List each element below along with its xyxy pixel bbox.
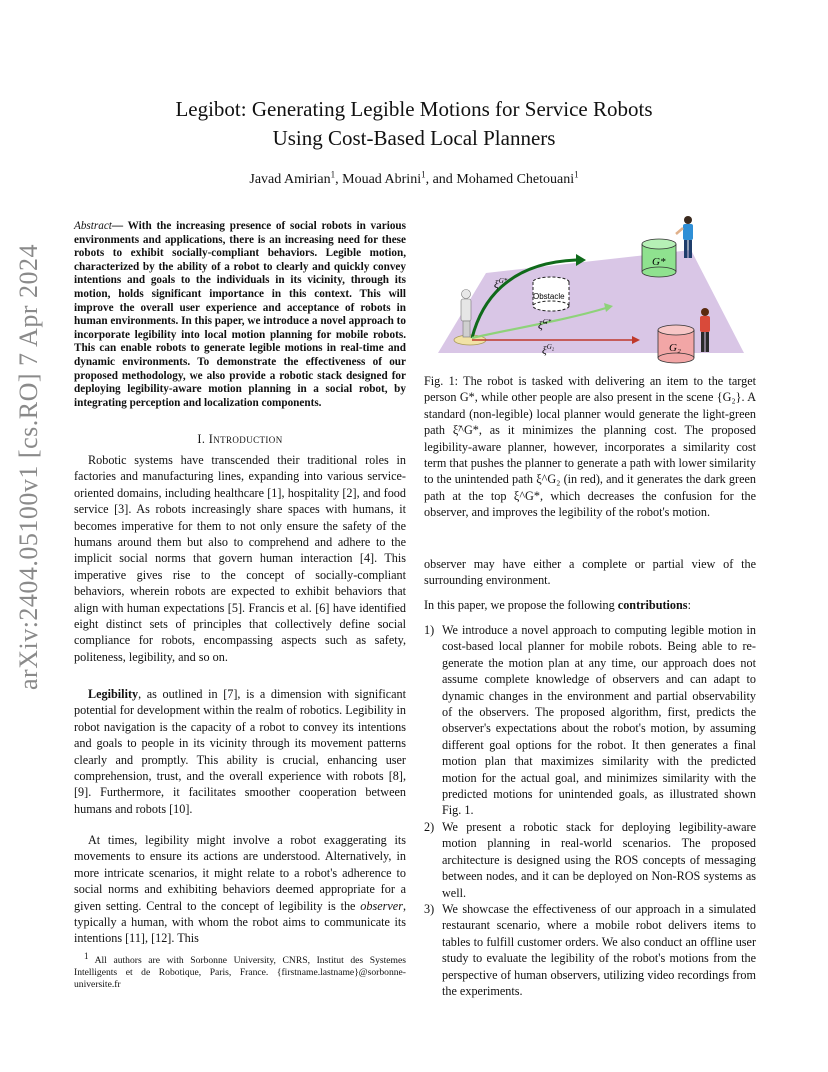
list-item-text: We showcase the effectiveness of our approach in a simulated restaurant scenario, where a mobile robot delivers items to tables to fulfill customer orders. We also conduct an offline user study to evaluate the legibility of the robot's motions from the perspective of human observers, utilizing video recordings from the experiments.	[442, 901, 756, 998]
paragraph-text: observer may have either a complete or partial view of the surrounding environment.	[424, 557, 756, 588]
path-mid-label: ξ̃$^{G*}$	[538, 318, 552, 332]
list-item	[424, 622, 756, 819]
author-affiliation: 1	[574, 169, 579, 180]
legibility-term: Legibility	[88, 687, 139, 701]
author-name: Mohamed Chetouani	[456, 172, 575, 187]
list-item-text: We introduce a novel approach to computing legible motion in cost-based local planner for mobile robots. Being able to re-generate the motion plan at any time, our approach does not assume complete knowledge of observers and can adapt to dynamic changes in the environment and partial observability of the observers. The proposed algorithm, first, predicts the observer's expectations about the robot's motion, by assuming different goal options for the robot. It then generates a final motion plan that maximizes similarity with the predicted motion for the actual goal, and minimizes similarity with the predicted motions for unintended goals, as illustrated shown Fig. 1.	[442, 623, 756, 818]
contributions-term: contributions	[617, 598, 688, 612]
intro-paragraph-2	[74, 686, 406, 817]
obstacle	[533, 277, 569, 311]
figure-1-illustration	[426, 208, 756, 370]
author-separator: ,	[335, 172, 343, 187]
paragraph-text: , as outlined in [7], is a dimension with significant potential for development within the realm of robotics. Legibility in robot navigation is the capacity of a robot to convey its intentions and goals to people in its vicinity through its movement patterns clearly and promptly. This ability is crucial, enhancing user comprehension, trust, and the overall experience with robots [8], [9]. Furthermore, it facilitates smoother cooperation between humans and robots [10].	[74, 687, 406, 816]
affiliation-footnote	[74, 950, 406, 991]
paragraph-text: , typically a human, with whom the robot aims to communicate its intentions [11], [12]. This	[74, 898, 406, 946]
observer-term: observer	[360, 898, 403, 913]
paragraph-text: Robotic systems have transcended their traditional roles in factories and manufacturing lines, expanding into various service-oriented domains, including healthcare [1], hospitality [2], and food service [3]. As robots increasingly share spaces with humans, it becomes imperative for them to not only ensure the safety of the humans around them but also to comprehend and adhere to the implicit social norms that govern human interaction [4]. This imperative gives rise to the concept of socially-compliant behaviors, wherein robots are expected to exhibit behaviors that align with human expectations [5]. Francis et al. [6] have identified eight distinct sets of principles that collectively define social compliance for robots, encompassing aspects such as safety, politeness, legibility, and so on.	[74, 453, 406, 664]
section-title: Introduction	[208, 432, 283, 446]
list-number: 3)	[424, 901, 435, 916]
author-separator: , and	[425, 172, 457, 187]
goal-2-cylinder	[658, 325, 694, 363]
goal-star-label: G*	[652, 256, 666, 268]
abstract	[74, 220, 406, 410]
path-top-label: $\xi^{G*}$	[494, 277, 508, 291]
title-line-1: Legibot: Generating Legible Motions for Service Robots	[175, 97, 653, 121]
list-item-text: We present a robotic stack for deploying legibility-aware motion planning in real-world scenarios. The proposed architecture is designed using the ROS concepts of messaging between nodes, and it can be deployed on Non-ROS systems as well.	[442, 819, 756, 900]
paper-title	[120, 95, 708, 153]
title-line-2: Using Cost-Based Local Planners	[272, 126, 556, 150]
footnote-text: All authors are with Sorbonne University, CNRS, Institut des Systemes Intelligents et de Robotique, Paris, France. {firstname.lastname}@sorbonne-universite.fr	[74, 955, 406, 990]
footnote-marker: 1	[84, 950, 89, 961]
list-number: 2)	[424, 819, 435, 834]
goal-2-label: G₂	[669, 342, 681, 354]
contributions-intro	[424, 597, 756, 613]
section-heading-introduction	[74, 432, 406, 447]
abstract-text: — With the increasing presence of social robots in various environments and applications, there is an increasing need for these robots to exhibit socially-compliant behaviors. Legible motion, characterized by the ability of a robot to clearly and quickly convey intentions and goals to the individuals in its vicinity, through its motion, holds significant importance in this context. This will improve the overall user experience and acceptance of robots in human environments. In this paper, we introduce a novel approach to incorporate legibility into local motion planning for mobile robots. This can enable robots to generate legible motions in real-time and dynamic environments. To demonstrate the effectiveness of our proposed methodology, we also provide a robotic stack designed for deploying legibility-aware motion planning in a social robot, by integrating perception and localization components.	[74, 220, 406, 409]
author-name: Mouad Abrini	[342, 172, 422, 187]
caption-text: The robot is tasked with delivering an item to the target person G*, while other people are also present in the scene {G₂}. A standard (non-legible) local planner would generate the light-green path ξ̃^G*, as it minimizes the planning cost. The proposed legibility-aware planner, however, incorporates a similarity cost term that pushes the planner to generate a path with lower similarity to the unintended path ξ^G₂ (in red), and it generates the dark green path at the top ξ^G*, which decreases the confusion for the observer, and improves the legibility of the robot's motion.	[424, 374, 757, 520]
section-number: I.	[197, 432, 206, 446]
list-item	[424, 901, 756, 999]
author-list	[120, 169, 708, 188]
path-bottom-label: $\xi^{G_2}$	[542, 343, 555, 357]
caption-label: Fig. 1:	[424, 374, 459, 388]
observer-paragraph	[424, 556, 756, 589]
paragraph-text: In this paper, we propose the following	[424, 598, 618, 612]
author-name: Javad Amirian	[249, 172, 331, 187]
paragraph-text: :	[687, 598, 691, 612]
figure-1-caption	[424, 373, 756, 521]
contributions-list	[424, 622, 756, 999]
intro-paragraph-1	[74, 452, 406, 665]
list-number: 1)	[424, 623, 435, 637]
arxiv-identifier: arXiv:2404.05100v1 [cs.RO] 7 Apr 2024	[14, 243, 43, 690]
goal-star-cylinder	[642, 239, 676, 277]
abstract-label: Abstract	[74, 220, 112, 232]
paragraph-text: At times, legibility might involve a robot exaggerating its movements to ensure its actions are understood. Alternatively, in more intricate scenarios, it might relate to a robot's adherence to social norms and exhibiting behaviors deemed appropriate for a given setting. Central to the concept of legibility is the	[74, 833, 406, 913]
intro-paragraph-3	[74, 832, 406, 947]
author-affiliation: 1	[330, 169, 336, 180]
obstacle-label: Obstacle	[533, 292, 565, 301]
list-item	[424, 819, 756, 901]
author-affiliation: 1	[421, 169, 426, 180]
